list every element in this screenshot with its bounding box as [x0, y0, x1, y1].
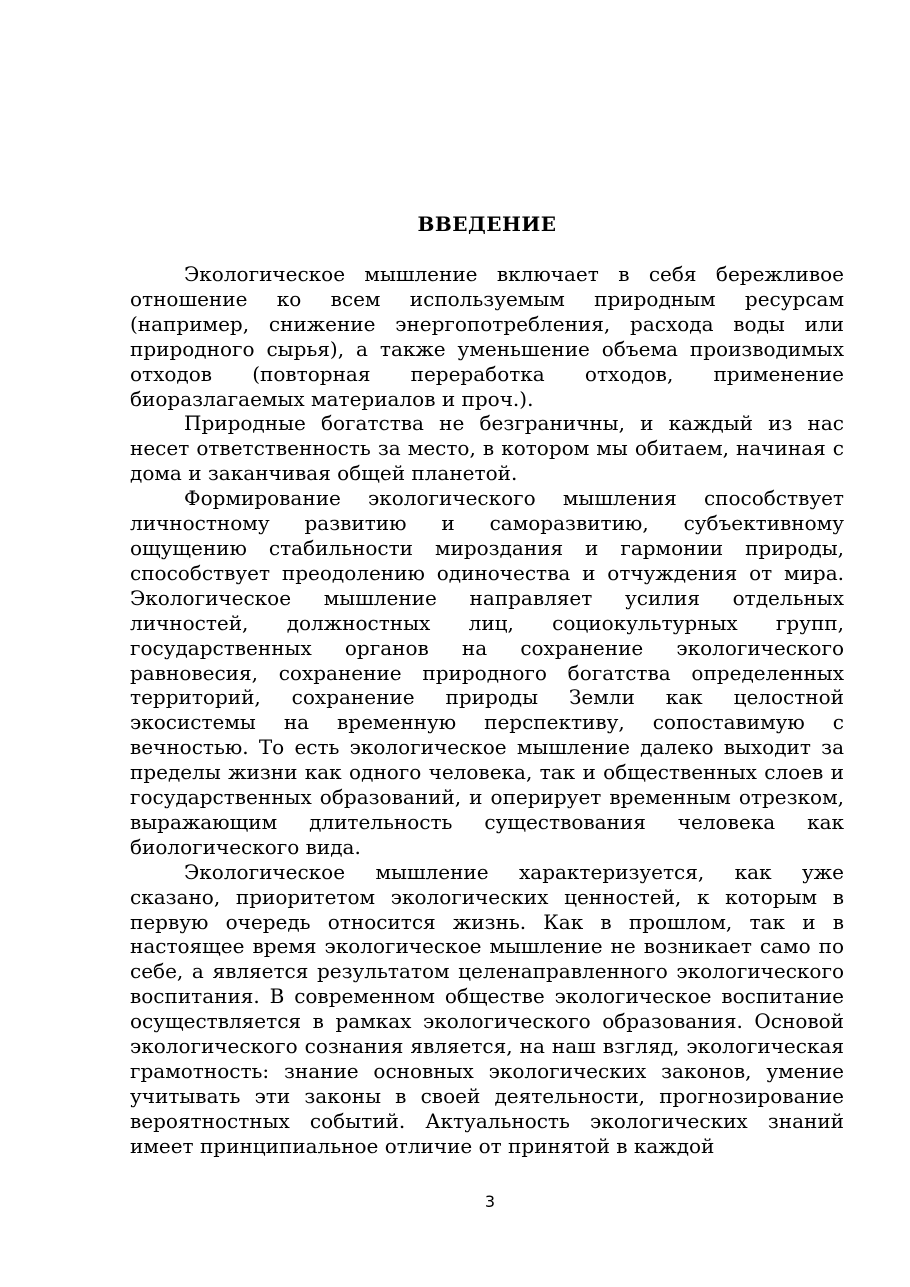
paragraph: Формирование экологического мышления способствует личностному развитию и саморазвитию, субъективному ощущению стабильности мироздания и гармонии природы, способствует преодолению одиночества и отчуждения от мира. Экологическое мышление направляет усилия отдельных личностей, должностных лиц, социокультурных групп, государственных органов на сохранение экологического равновесия, сохранение природного богатства определенных территорий, сохранение природы Земли как целостной экосистемы на временную перспективу, сопоставимую с вечностью. То есть экологическое мышление далеко выходит за пределы жизни как одного человека, так и общественных слоев и государственных образований, и оперирует временным отрезком, выражающим длительность существования человека как биологического вида. — [130, 486, 844, 859]
page-number: 3 — [484, 1192, 496, 1211]
body-text — [130, 262, 844, 1159]
paragraph: Экологическое мышление включает в себя бережливое отношение ко всем используемым природным ресурсам (например, снижение энергопотребления, расхода воды или природного сырья), а также уменьшение объема производимых отходов (повторная переработка отходов, применение биоразлагаемых материалов и проч.). — [130, 262, 844, 411]
page-title: ВВЕДЕНИЕ — [417, 212, 557, 236]
paragraph: Природные богатства не безграничны, и каждый из нас несет ответственность за место, в котором мы обитаем, начиная с дома и заканчивая общей планетой. — [130, 411, 844, 486]
paragraph: Экологическое мышление характеризуется, как уже сказано, приоритетом экологических ценностей, к которым в первую очередь относится жизнь. Как в прошлом, так и в настоящее время экологическое мышление не возникает само по себе, а является результатом целенаправленного экологического воспитания. В современном обществе экологическое воспитание осуществляется в рамках экологического образования. Основой экологического сознания является, на наш взгляд, экологическая грамотность: знание основных экологических законов, умение учитывать эти законы в своей деятельности, прогнозирование вероятностных событий. Актуальность экологических знаний имеет принципиальное отличие от принятой в каждой — [130, 859, 844, 1158]
